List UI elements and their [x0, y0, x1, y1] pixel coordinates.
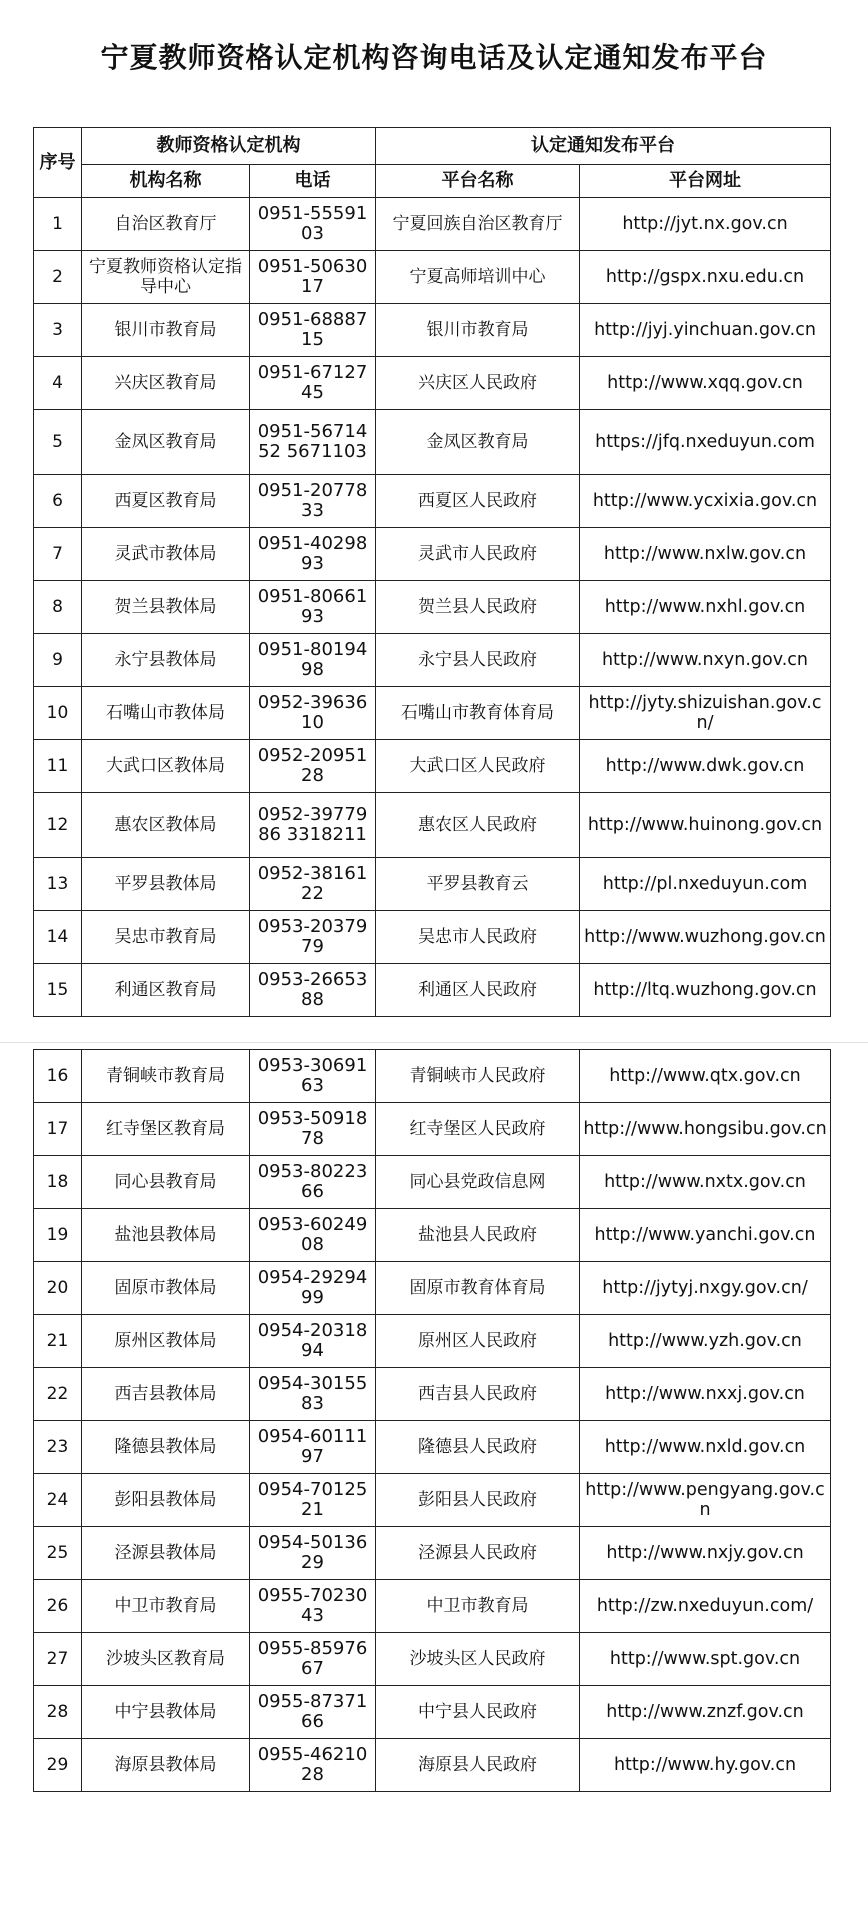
platform-url-cell: http://www.dwk.gov.cn: [580, 740, 831, 793]
row-number: 22: [34, 1368, 82, 1421]
agency-name-cell: 西吉县教体局: [82, 1368, 250, 1421]
table-row: [34, 1474, 831, 1527]
header-agency-group: 教师资格认定机构: [82, 128, 376, 165]
agency-name-cell: 中卫市教育局: [82, 1580, 250, 1633]
platform-name-cell: 中卫市教育局: [376, 1580, 580, 1633]
platform-name-cell: 吴忠市人民政府: [376, 911, 580, 964]
platform-name-cell: 金凤区教育局: [376, 410, 580, 475]
platform-url-cell: http://ltq.wuzhong.gov.cn: [580, 964, 831, 1017]
row-number: 20: [34, 1262, 82, 1315]
platform-url-cell: http://jyj.yinchuan.gov.cn: [580, 304, 831, 357]
phone-cell: 0951-4029893: [250, 528, 376, 581]
phone-cell: 0954-5013629: [250, 1527, 376, 1580]
table-row: [34, 964, 831, 1017]
table-row: [34, 793, 831, 858]
table-row: [34, 1103, 831, 1156]
row-number: 26: [34, 1580, 82, 1633]
platform-name-cell: 彭阳县人民政府: [376, 1474, 580, 1527]
platform-url-cell: http://www.pengyang.gov.cn: [580, 1474, 831, 1527]
phone-cell: 0954-3015583: [250, 1368, 376, 1421]
table-row: [34, 251, 831, 304]
platform-url-cell: http://zw.nxeduyun.com/: [580, 1580, 831, 1633]
phone-cell: 0955-8737166: [250, 1686, 376, 1739]
phone-cell: 0951-6712745: [250, 357, 376, 410]
phone-cell: 0953-2037979: [250, 911, 376, 964]
agency-name-cell: 金凤区教育局: [82, 410, 250, 475]
phone-cell: 0952-3977986 3318211: [250, 793, 376, 858]
platform-name-cell: 同心县党政信息网: [376, 1156, 580, 1209]
phone-cell: 0951-5559103: [250, 198, 376, 251]
platform-name-cell: 西夏区人民政府: [376, 475, 580, 528]
header-platform-name: 平台名称: [376, 165, 580, 198]
platform-name-cell: 宁夏回族自治区教育厅: [376, 198, 580, 251]
platform-name-cell: 石嘴山市教育体育局: [376, 687, 580, 740]
agency-table-part1: [33, 127, 831, 1017]
table-row: [34, 357, 831, 410]
table-row: [34, 410, 831, 475]
row-number: 12: [34, 793, 82, 858]
agency-name-cell: 宁夏教师资格认定指导中心: [82, 251, 250, 304]
agency-name-cell: 平罗县教体局: [82, 858, 250, 911]
table-row: [34, 1580, 831, 1633]
platform-url-cell: http://www.yzh.gov.cn: [580, 1315, 831, 1368]
platform-url-cell: http://www.nxjy.gov.cn: [580, 1527, 831, 1580]
row-number: 28: [34, 1686, 82, 1739]
phone-cell: 0955-8597667: [250, 1633, 376, 1686]
header-agency-name: 机构名称: [82, 165, 250, 198]
row-number: 14: [34, 911, 82, 964]
platform-url-cell: http://www.nxld.gov.cn: [580, 1421, 831, 1474]
agency-name-cell: 贺兰县教体局: [82, 581, 250, 634]
table-row: [34, 198, 831, 251]
phone-cell: 0953-6024908: [250, 1209, 376, 1262]
platform-url-cell: http://www.hy.gov.cn: [580, 1739, 831, 1792]
row-number: 10: [34, 687, 82, 740]
platform-name-cell: 泾源县人民政府: [376, 1527, 580, 1580]
platform-url-cell: http://jytyj.nxgy.gov.cn/: [580, 1262, 831, 1315]
agency-name-cell: 泾源县教体局: [82, 1527, 250, 1580]
row-number: 7: [34, 528, 82, 581]
platform-url-cell: http://www.yanchi.gov.cn: [580, 1209, 831, 1262]
platform-name-cell: 红寺堡区人民政府: [376, 1103, 580, 1156]
agency-name-cell: 中宁县教体局: [82, 1686, 250, 1739]
agency-name-cell: 自治区教育厅: [82, 198, 250, 251]
platform-name-cell: 惠农区人民政府: [376, 793, 580, 858]
agency-name-cell: 同心县教育局: [82, 1156, 250, 1209]
row-number: 8: [34, 581, 82, 634]
platform-url-cell: http://www.znzf.gov.cn: [580, 1686, 831, 1739]
platform-url-cell: http://www.nxxj.gov.cn: [580, 1368, 831, 1421]
platform-name-cell: 固原市教育体育局: [376, 1262, 580, 1315]
table-row: [34, 1739, 831, 1792]
header-seq: 序号: [34, 128, 82, 198]
document-title: 宁夏教师资格认定机构咨询电话及认定通知发布平台: [100, 41, 768, 74]
agency-name-cell: 隆德县教体局: [82, 1421, 250, 1474]
table-row: [34, 1262, 831, 1315]
phone-cell: 0951-5063017: [250, 251, 376, 304]
table-row: [34, 1686, 831, 1739]
row-number: 6: [34, 475, 82, 528]
agency-name-cell: 西夏区教育局: [82, 475, 250, 528]
table-body-part1: [34, 198, 831, 1017]
phone-cell: 0952-2095128: [250, 740, 376, 793]
table-row: [34, 1421, 831, 1474]
row-number: 18: [34, 1156, 82, 1209]
platform-url-cell: http://www.spt.gov.cn: [580, 1633, 831, 1686]
agency-name-cell: 海原县教体局: [82, 1739, 250, 1792]
table-row: [34, 581, 831, 634]
table-row: [34, 528, 831, 581]
platform-url-cell: http://www.ycxixia.gov.cn: [580, 475, 831, 528]
table-row: [34, 1315, 831, 1368]
phone-cell: 0951-8066193: [250, 581, 376, 634]
phone-cell: 0954-6011197: [250, 1421, 376, 1474]
phone-cell: 0953-3069163: [250, 1050, 376, 1103]
platform-name-cell: 海原县人民政府: [376, 1739, 580, 1792]
platform-name-cell: 平罗县教育云: [376, 858, 580, 911]
row-number: 25: [34, 1527, 82, 1580]
agency-name-cell: 利通区教育局: [82, 964, 250, 1017]
platform-name-cell: 兴庆区人民政府: [376, 357, 580, 410]
platform-url-cell: https://jfq.nxeduyun.com: [580, 410, 831, 475]
phone-cell: 0951-6888715: [250, 304, 376, 357]
agency-name-cell: 吴忠市教育局: [82, 911, 250, 964]
row-number: 4: [34, 357, 82, 410]
platform-url-cell: http://pl.nxeduyun.com: [580, 858, 831, 911]
phone-cell: 0953-8022366: [250, 1156, 376, 1209]
phone-cell: 0954-7012521: [250, 1474, 376, 1527]
platform-name-cell: 灵武市人民政府: [376, 528, 580, 581]
phone-cell: 0954-2031894: [250, 1315, 376, 1368]
platform-url-cell: http://www.nxlw.gov.cn: [580, 528, 831, 581]
phone-cell: 0951-8019498: [250, 634, 376, 687]
table-body-part2: [34, 1050, 831, 1792]
platform-name-cell: 贺兰县人民政府: [376, 581, 580, 634]
agency-name-cell: 永宁县教体局: [82, 634, 250, 687]
row-number: 2: [34, 251, 82, 304]
row-number: 21: [34, 1315, 82, 1368]
row-number: 24: [34, 1474, 82, 1527]
agency-name-cell: 兴庆区教育局: [82, 357, 250, 410]
phone-cell: 0952-3963610: [250, 687, 376, 740]
phone-cell: 0951-2077833: [250, 475, 376, 528]
phone-cell: 0951-5671452 5671103: [250, 410, 376, 475]
platform-name-cell: 西吉县人民政府: [376, 1368, 580, 1421]
table-row: [34, 475, 831, 528]
platform-name-cell: 沙坡头区人民政府: [376, 1633, 580, 1686]
agency-name-cell: 银川市教育局: [82, 304, 250, 357]
agency-name-cell: 大武口区教体局: [82, 740, 250, 793]
platform-name-cell: 隆德县人民政府: [376, 1421, 580, 1474]
table-row: [34, 634, 831, 687]
row-number: 19: [34, 1209, 82, 1262]
table-row: [34, 1368, 831, 1421]
platform-url-cell: http://www.huinong.gov.cn: [580, 793, 831, 858]
agency-name-cell: 红寺堡区教育局: [82, 1103, 250, 1156]
agency-name-cell: 彭阳县教体局: [82, 1474, 250, 1527]
table-row: [34, 1156, 831, 1209]
agency-name-cell: 沙坡头区教育局: [82, 1633, 250, 1686]
header-platform-url: 平台网址: [580, 165, 831, 198]
platform-name-cell: 利通区人民政府: [376, 964, 580, 1017]
phone-cell: 0953-5091878: [250, 1103, 376, 1156]
phone-cell: 0953-2665388: [250, 964, 376, 1017]
header-phone: 电话: [250, 165, 376, 198]
platform-name-cell: 永宁县人民政府: [376, 634, 580, 687]
platform-name-cell: 银川市教育局: [376, 304, 580, 357]
platform-url-cell: http://www.qtx.gov.cn: [580, 1050, 831, 1103]
platform-url-cell: http://www.nxyn.gov.cn: [580, 634, 831, 687]
platform-url-cell: http://www.hongsibu.gov.cn: [580, 1103, 831, 1156]
row-number: 11: [34, 740, 82, 793]
table-row: [34, 1527, 831, 1580]
platform-name-cell: 青铜峡市人民政府: [376, 1050, 580, 1103]
platform-name-cell: 盐池县人民政府: [376, 1209, 580, 1262]
row-number: 17: [34, 1103, 82, 1156]
platform-name-cell: 原州区人民政府: [376, 1315, 580, 1368]
phone-cell: 0955-4621028: [250, 1739, 376, 1792]
agency-name-cell: 石嘴山市教体局: [82, 687, 250, 740]
phone-cell: 0954-2929499: [250, 1262, 376, 1315]
platform-url-cell: http://jyt.nx.gov.cn: [580, 198, 831, 251]
table-row: [34, 1050, 831, 1103]
agency-name-cell: 盐池县教体局: [82, 1209, 250, 1262]
table-row: [34, 740, 831, 793]
phone-cell: 0955-7023043: [250, 1580, 376, 1633]
platform-name-cell: 宁夏高师培训中心: [376, 251, 580, 304]
row-number: 23: [34, 1421, 82, 1474]
platform-url-cell: http://www.nxtx.gov.cn: [580, 1156, 831, 1209]
row-number: 3: [34, 304, 82, 357]
row-number: 15: [34, 964, 82, 1017]
table-row: [34, 304, 831, 357]
header-platform-group: 认定通知发布平台: [376, 128, 831, 165]
table-row: [34, 911, 831, 964]
agency-name-cell: 惠农区教体局: [82, 793, 250, 858]
row-number: 9: [34, 634, 82, 687]
row-number: 1: [34, 198, 82, 251]
row-number: 29: [34, 1739, 82, 1792]
row-number: 5: [34, 410, 82, 475]
platform-url-cell: http://www.xqq.gov.cn: [580, 357, 831, 410]
agency-table-part2: [33, 1049, 831, 1792]
page-seam: [0, 1042, 868, 1043]
row-number: 27: [34, 1633, 82, 1686]
platform-name-cell: 中宁县人民政府: [376, 1686, 580, 1739]
agency-name-cell: 灵武市教体局: [82, 528, 250, 581]
phone-cell: 0952-3816122: [250, 858, 376, 911]
platform-url-cell: http://jyty.shizuishan.gov.cn/: [580, 687, 831, 740]
table-row: [34, 858, 831, 911]
agency-name-cell: 原州区教体局: [82, 1315, 250, 1368]
row-number: 13: [34, 858, 82, 911]
table-row: [34, 1633, 831, 1686]
table-row: [34, 687, 831, 740]
row-number: 16: [34, 1050, 82, 1103]
table-row: [34, 1209, 831, 1262]
platform-url-cell: http://gspx.nxu.edu.cn: [580, 251, 831, 304]
platform-url-cell: http://www.nxhl.gov.cn: [580, 581, 831, 634]
platform-url-cell: http://www.wuzhong.gov.cn: [580, 911, 831, 964]
agency-name-cell: 固原市教体局: [82, 1262, 250, 1315]
platform-name-cell: 大武口区人民政府: [376, 740, 580, 793]
agency-name-cell: 青铜峡市教育局: [82, 1050, 250, 1103]
